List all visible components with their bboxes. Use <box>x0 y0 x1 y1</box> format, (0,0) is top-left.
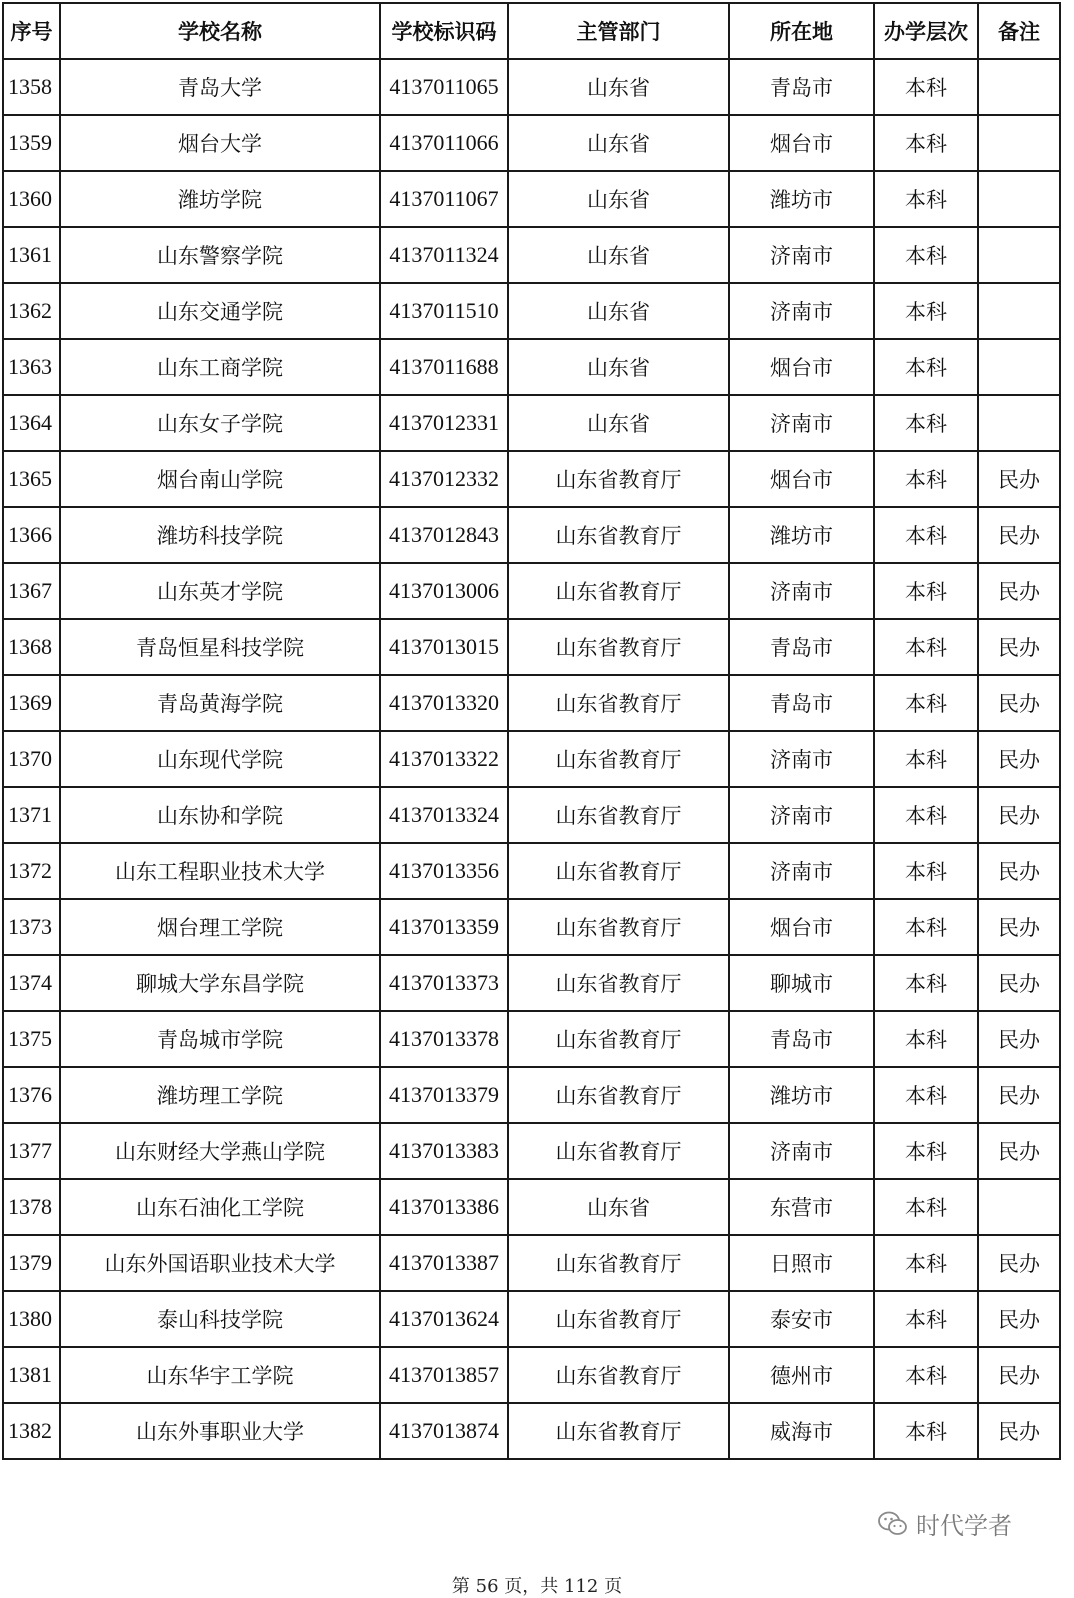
cell-level: 本科 <box>874 675 978 731</box>
cell-location: 烟台市 <box>729 899 874 955</box>
cell-level: 本科 <box>874 1179 978 1235</box>
cell-seq: 1377 <box>3 1123 60 1179</box>
cell-seq: 1371 <box>3 787 60 843</box>
cell-level: 本科 <box>874 1347 978 1403</box>
cell-school-name: 聊城大学东昌学院 <box>60 955 380 1011</box>
table-row <box>3 787 1060 843</box>
cell-seq: 1363 <box>3 339 60 395</box>
cell-seq: 1360 <box>3 171 60 227</box>
cell-seq: 1382 <box>3 1403 60 1459</box>
cell-seq: 1358 <box>3 59 60 115</box>
table-body <box>3 59 1060 1459</box>
cell-school-name: 青岛恒星科技学院 <box>60 619 380 675</box>
cell-level: 本科 <box>874 227 978 283</box>
cell-school-code: 4137011066 <box>380 115 508 171</box>
cell-school-code: 4137013378 <box>380 1011 508 1067</box>
cell-authority: 山东省教育厅 <box>508 955 729 1011</box>
cell-location: 威海市 <box>729 1403 874 1459</box>
cell-school-name: 青岛黄海学院 <box>60 675 380 731</box>
cell-seq: 1381 <box>3 1347 60 1403</box>
cell-school-name: 潍坊理工学院 <box>60 1067 380 1123</box>
cell-location: 济南市 <box>729 1123 874 1179</box>
cell-school-code: 4137013386 <box>380 1179 508 1235</box>
cell-school-name: 烟台大学 <box>60 115 380 171</box>
cell-location: 青岛市 <box>729 1011 874 1067</box>
cell-level: 本科 <box>874 115 978 171</box>
cell-school-name: 山东工程职业技术大学 <box>60 843 380 899</box>
cell-authority: 山东省教育厅 <box>508 1067 729 1123</box>
cell-school-name: 山东外事职业大学 <box>60 1403 380 1459</box>
cell-authority: 山东省教育厅 <box>508 451 729 507</box>
cell-authority: 山东省教育厅 <box>508 1011 729 1067</box>
cell-seq: 1370 <box>3 731 60 787</box>
cell-authority: 山东省教育厅 <box>508 1123 729 1179</box>
header-level: 办学层次 <box>874 3 978 59</box>
table-row <box>3 395 1060 451</box>
table-row <box>3 1011 1060 1067</box>
cell-authority: 山东省教育厅 <box>508 899 729 955</box>
table-row <box>3 731 1060 787</box>
cell-school-name: 山东警察学院 <box>60 227 380 283</box>
cell-school-name: 山东工商学院 <box>60 339 380 395</box>
cell-location: 济南市 <box>729 843 874 899</box>
cell-location: 日照市 <box>729 1235 874 1291</box>
cell-remarks <box>978 227 1060 283</box>
cell-school-code: 4137011510 <box>380 283 508 339</box>
header-remarks: 备注 <box>978 3 1060 59</box>
cell-seq: 1369 <box>3 675 60 731</box>
cell-seq: 1375 <box>3 1011 60 1067</box>
cell-level: 本科 <box>874 1403 978 1459</box>
cell-remarks <box>978 339 1060 395</box>
table-row <box>3 227 1060 283</box>
cell-remarks <box>978 283 1060 339</box>
cell-school-name: 山东外国语职业技术大学 <box>60 1235 380 1291</box>
cell-level: 本科 <box>874 787 978 843</box>
cell-school-code: 4137013006 <box>380 563 508 619</box>
cell-school-code: 4137011067 <box>380 171 508 227</box>
cell-level: 本科 <box>874 339 978 395</box>
cell-location: 济南市 <box>729 283 874 339</box>
table-row <box>3 675 1060 731</box>
cell-authority: 山东省教育厅 <box>508 619 729 675</box>
cell-level: 本科 <box>874 1123 978 1179</box>
cell-level: 本科 <box>874 899 978 955</box>
cell-authority: 山东省教育厅 <box>508 1403 729 1459</box>
cell-school-name: 山东华宇工学院 <box>60 1347 380 1403</box>
cell-school-code: 4137013373 <box>380 955 508 1011</box>
cell-authority: 山东省 <box>508 395 729 451</box>
cell-school-code: 4137012331 <box>380 395 508 451</box>
table-row <box>3 899 1060 955</box>
cell-authority: 山东省教育厅 <box>508 843 729 899</box>
cell-remarks: 民办 <box>978 1291 1060 1347</box>
cell-level: 本科 <box>874 507 978 563</box>
cell-seq: 1379 <box>3 1235 60 1291</box>
cell-remarks: 民办 <box>978 843 1060 899</box>
cell-remarks: 民办 <box>978 787 1060 843</box>
cell-remarks: 民办 <box>978 675 1060 731</box>
cell-seq: 1376 <box>3 1067 60 1123</box>
cell-remarks: 民办 <box>978 955 1060 1011</box>
cell-remarks: 民办 <box>978 507 1060 563</box>
cell-school-code: 4137013356 <box>380 843 508 899</box>
cell-remarks: 民办 <box>978 1235 1060 1291</box>
table-row <box>3 59 1060 115</box>
cell-location: 烟台市 <box>729 115 874 171</box>
table-row <box>3 619 1060 675</box>
cell-school-name: 青岛城市学院 <box>60 1011 380 1067</box>
cell-seq: 1372 <box>3 843 60 899</box>
cell-remarks: 民办 <box>978 563 1060 619</box>
table-row <box>3 563 1060 619</box>
table-row <box>3 451 1060 507</box>
table-row <box>3 1403 1060 1459</box>
cell-location: 烟台市 <box>729 339 874 395</box>
header-authority: 主管部门 <box>508 3 729 59</box>
cell-location: 泰安市 <box>729 1291 874 1347</box>
cell-remarks <box>978 171 1060 227</box>
cell-authority: 山东省教育厅 <box>508 1235 729 1291</box>
cell-authority: 山东省教育厅 <box>508 787 729 843</box>
cell-level: 本科 <box>874 283 978 339</box>
table-row <box>3 507 1060 563</box>
cell-seq: 1359 <box>3 115 60 171</box>
cell-location: 青岛市 <box>729 59 874 115</box>
cell-level: 本科 <box>874 1067 978 1123</box>
cell-school-code: 4137011065 <box>380 59 508 115</box>
table-row <box>3 171 1060 227</box>
cell-authority: 山东省教育厅 <box>508 563 729 619</box>
cell-remarks: 民办 <box>978 1123 1060 1179</box>
cell-school-name: 烟台南山学院 <box>60 451 380 507</box>
table-row <box>3 843 1060 899</box>
header-school-code: 学校标识码 <box>380 3 508 59</box>
cell-location: 德州市 <box>729 1347 874 1403</box>
cell-seq: 1366 <box>3 507 60 563</box>
cell-location: 青岛市 <box>729 675 874 731</box>
cell-level: 本科 <box>874 451 978 507</box>
cell-remarks: 民办 <box>978 1403 1060 1459</box>
cell-remarks <box>978 115 1060 171</box>
table-row <box>3 1123 1060 1179</box>
cell-location: 济南市 <box>729 563 874 619</box>
school-list-table <box>2 2 1061 1460</box>
cell-location: 济南市 <box>729 227 874 283</box>
table-row <box>3 283 1060 339</box>
cell-seq: 1365 <box>3 451 60 507</box>
table-row <box>3 115 1060 171</box>
cell-school-code: 4137013874 <box>380 1403 508 1459</box>
cell-level: 本科 <box>874 171 978 227</box>
table-row <box>3 1235 1060 1291</box>
cell-remarks <box>978 59 1060 115</box>
cell-level: 本科 <box>874 59 978 115</box>
cell-authority: 山东省 <box>508 171 729 227</box>
cell-level: 本科 <box>874 395 978 451</box>
cell-authority: 山东省 <box>508 115 729 171</box>
cell-seq: 1378 <box>3 1179 60 1235</box>
cell-remarks: 民办 <box>978 1067 1060 1123</box>
cell-school-code: 4137013324 <box>380 787 508 843</box>
cell-level: 本科 <box>874 563 978 619</box>
cell-location: 济南市 <box>729 395 874 451</box>
cell-school-name: 泰山科技学院 <box>60 1291 380 1347</box>
cell-school-code: 4137013320 <box>380 675 508 731</box>
cell-remarks: 民办 <box>978 451 1060 507</box>
wechat-icon <box>878 1511 908 1537</box>
cell-remarks <box>978 1179 1060 1235</box>
cell-authority: 山东省教育厅 <box>508 731 729 787</box>
cell-school-code: 4137013015 <box>380 619 508 675</box>
cell-remarks: 民办 <box>978 731 1060 787</box>
cell-remarks: 民办 <box>978 619 1060 675</box>
watermark <box>878 1506 1012 1541</box>
cell-level: 本科 <box>874 731 978 787</box>
cell-authority: 山东省教育厅 <box>508 507 729 563</box>
cell-school-code: 4137012332 <box>380 451 508 507</box>
page-footer: 第 56 页，共 112 页 <box>451 1576 623 1597</box>
cell-authority: 山东省教育厅 <box>508 1347 729 1403</box>
cell-remarks: 民办 <box>978 1011 1060 1067</box>
cell-location: 烟台市 <box>729 451 874 507</box>
header-seq: 序号 <box>3 3 60 59</box>
cell-seq: 1361 <box>3 227 60 283</box>
cell-seq: 1374 <box>3 955 60 1011</box>
cell-location: 济南市 <box>729 787 874 843</box>
cell-school-name: 山东协和学院 <box>60 787 380 843</box>
cell-school-code: 4137013379 <box>380 1067 508 1123</box>
cell-school-code: 4137011688 <box>380 339 508 395</box>
cell-school-code: 4137012843 <box>380 507 508 563</box>
cell-school-name: 烟台理工学院 <box>60 899 380 955</box>
cell-school-name: 山东石油化工学院 <box>60 1179 380 1235</box>
cell-location: 济南市 <box>729 731 874 787</box>
table-row <box>3 339 1060 395</box>
cell-school-code: 4137011324 <box>380 227 508 283</box>
cell-school-name: 青岛大学 <box>60 59 380 115</box>
cell-school-code: 4137013857 <box>380 1347 508 1403</box>
cell-authority: 山东省 <box>508 1179 729 1235</box>
cell-school-name: 山东财经大学燕山学院 <box>60 1123 380 1179</box>
header-location: 所在地 <box>729 3 874 59</box>
cell-authority: 山东省 <box>508 339 729 395</box>
cell-level: 本科 <box>874 843 978 899</box>
table-row <box>3 1179 1060 1235</box>
cell-level: 本科 <box>874 1235 978 1291</box>
table-row <box>3 1347 1060 1403</box>
cell-seq: 1373 <box>3 899 60 955</box>
cell-school-code: 4137013383 <box>380 1123 508 1179</box>
cell-school-name: 山东英才学院 <box>60 563 380 619</box>
cell-school-name: 山东现代学院 <box>60 731 380 787</box>
cell-level: 本科 <box>874 955 978 1011</box>
cell-school-name: 山东交通学院 <box>60 283 380 339</box>
cell-seq: 1380 <box>3 1291 60 1347</box>
cell-level: 本科 <box>874 619 978 675</box>
cell-school-name: 潍坊科技学院 <box>60 507 380 563</box>
cell-school-code: 4137013624 <box>380 1291 508 1347</box>
cell-remarks: 民办 <box>978 1347 1060 1403</box>
table-header-row <box>3 3 1060 59</box>
cell-authority: 山东省 <box>508 227 729 283</box>
cell-seq: 1368 <box>3 619 60 675</box>
cell-school-name: 潍坊学院 <box>60 171 380 227</box>
cell-location: 聊城市 <box>729 955 874 1011</box>
cell-location: 东营市 <box>729 1179 874 1235</box>
table-row <box>3 1067 1060 1123</box>
watermark-text: 时代学者 <box>916 1512 1012 1540</box>
cell-authority: 山东省教育厅 <box>508 1291 729 1347</box>
cell-seq: 1367 <box>3 563 60 619</box>
cell-seq: 1364 <box>3 395 60 451</box>
cell-school-name: 山东女子学院 <box>60 395 380 451</box>
cell-authority: 山东省 <box>508 283 729 339</box>
cell-school-code: 4137013359 <box>380 899 508 955</box>
cell-location: 潍坊市 <box>729 1067 874 1123</box>
cell-authority: 山东省 <box>508 59 729 115</box>
table-row <box>3 955 1060 1011</box>
table-row <box>3 1291 1060 1347</box>
cell-school-code: 4137013322 <box>380 731 508 787</box>
cell-level: 本科 <box>874 1011 978 1067</box>
cell-location: 青岛市 <box>729 619 874 675</box>
cell-remarks: 民办 <box>978 899 1060 955</box>
cell-location: 潍坊市 <box>729 171 874 227</box>
header-school-name: 学校名称 <box>60 3 380 59</box>
cell-seq: 1362 <box>3 283 60 339</box>
cell-school-code: 4137013387 <box>380 1235 508 1291</box>
cell-authority: 山东省教育厅 <box>508 675 729 731</box>
cell-location: 潍坊市 <box>729 507 874 563</box>
cell-remarks <box>978 395 1060 451</box>
cell-level: 本科 <box>874 1291 978 1347</box>
